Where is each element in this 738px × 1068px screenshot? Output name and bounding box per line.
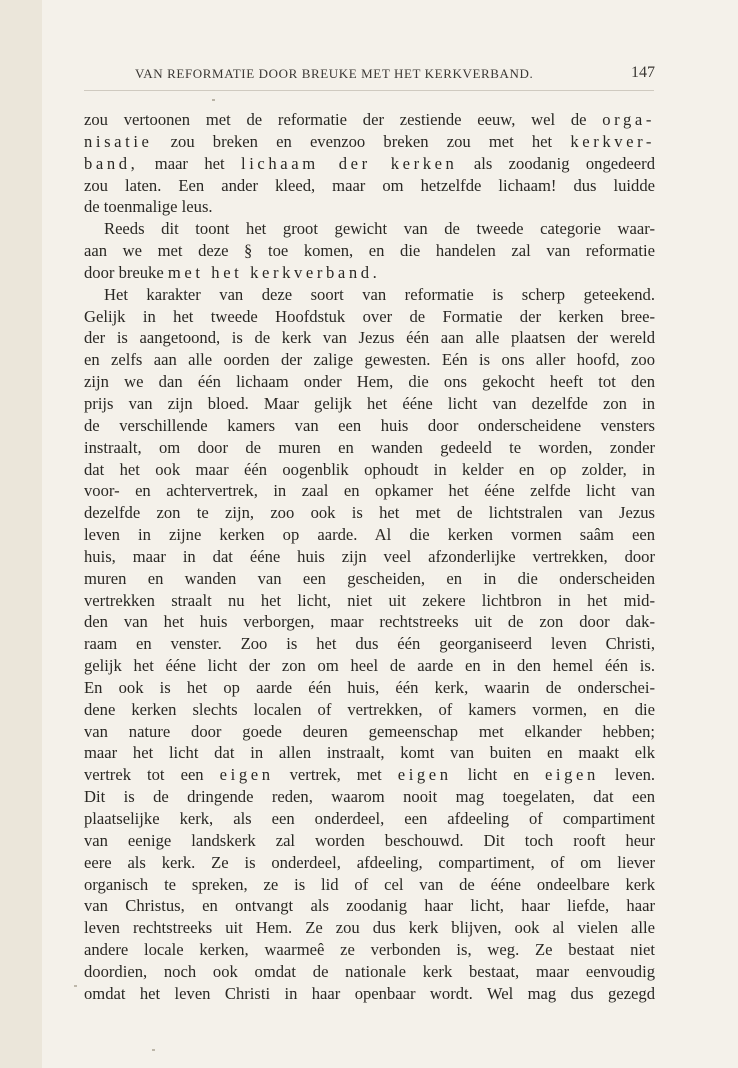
text-line: nisatie zou breken en evenzoo breken zou met het kerkver- <box>84 131 655 151</box>
text-line: en zelfs aan alle oorden der zalige gewesten. Eén is ons aller hoofd, zoo <box>84 350 655 370</box>
page-number: 147 <box>631 64 655 81</box>
text-line: huis, maar in dat ééne huis zijn veel afzonderlijke vertrekken, door <box>84 546 655 566</box>
text-line: Reeds dit toont het groot gewicht van de tweede categorie waar- <box>104 219 655 239</box>
text-line: aan we met deze § toe komen, en die handelen zal van reformatie <box>84 241 655 261</box>
text-line: van nature door goede deuren gemeenschap met elkander hebben; <box>84 721 655 741</box>
text-line: leven rechtstreeks uit Hem. Ze zou dus kerk blijven, ook al vielen alle <box>84 918 655 938</box>
text-line: instraalt, om door de muren en wanden gedeeld te worden, zonder <box>84 437 655 457</box>
text-line: gelijk het ééne licht der zon om heel de aarde en in den hemel één is. <box>84 656 655 676</box>
text-line: Gelijk in het tweede Hoofdstuk over de Formatie der kerken bree- <box>84 306 655 326</box>
text-line: dezelfde zon te zijn, zoo ook is het met de lichtstralen van Jezus <box>84 503 655 523</box>
text-line: Dit is de dringende reden, waarom nooit mag toegelaten, dat een <box>84 787 655 807</box>
text-line: dat het ook maar één oogenblik ophoudt in kelder en op zolder, in <box>84 459 655 479</box>
text-line: zou vertoonen met de reformatie der zestiende eeuw, wel de orga- <box>84 110 655 129</box>
text-line: de verschillende kamers van een huis door onderscheidene vensters <box>84 415 655 435</box>
text-line: vertrekken straalt nu het licht, niet uit zekere lichtbron in het mid- <box>84 590 655 610</box>
text-line: leven in zijne kerken op aarde. Al die kerken vormen saâm een <box>84 525 655 545</box>
text-line: plaatselijke kerk, als een onderdeel, een afdeeling of compartiment <box>84 809 655 828</box>
text-line: raam en venster. Zoo is het dus één georganiseerd leven Christi, <box>84 634 655 654</box>
running-header <box>135 66 655 84</box>
text-line: organisch te spreken, ze is lid of cel van de ééne ondeelbare kerk <box>84 874 655 894</box>
print-speck <box>212 99 215 101</box>
text-line: dene kerken slechts localen of vertrekken, of kamers vormen, en die <box>84 699 655 719</box>
text-line: eere als kerk. Ze is onderdeel, afdeeling, compartiment, of om liever <box>84 852 655 872</box>
text-line: andere locale kerken, waarmeê ze verbonden is, weg. Ze bestaat niet <box>84 940 655 960</box>
text-line: der is aangetoond, is de kerk van Jezus één aan alle plaatsen der wereld <box>84 328 655 348</box>
text-line: doordien, noch ook omdat de nationale kerk bestaat, maar eenvoudig <box>84 961 655 981</box>
text-line: voor- en achtervertrek, in zaal en opkamer het ééne zelfde licht van <box>84 481 655 501</box>
body-text <box>84 109 655 1005</box>
text-line: den van het huis verborgen, maar rechtstreeks uit de zon door dak- <box>84 612 655 632</box>
running-title: VAN REFORMATIE DOOR BREUKE MET HET KERKVERBAND. <box>135 66 534 81</box>
text-line: En ook is het op aarde één huis, één kerk, waarin de onderschei- <box>84 677 655 697</box>
text-line: muren en wanden van een gescheiden, en in die onderscheiden <box>84 568 655 588</box>
text-line: maar het licht dat in allen instraalt, komt van buiten en maakt elk <box>84 743 655 763</box>
text-line: Het karakter van deze soort van reformatie is scherp geteekend. <box>104 284 655 304</box>
text-line: van Christus, en ontvangt als zoodanig haar licht, haar liefde, haar <box>84 896 655 916</box>
margin-speck <box>152 1049 155 1051</box>
text-line: zijn we dan één lichaam onder Hem, die ons gekocht heeft tot den <box>84 372 655 392</box>
text-line: band, maar het lichaam der kerken als zoodanig ongedeerd <box>84 153 655 173</box>
margin-speck <box>74 985 77 987</box>
text-line: vertrek tot een eigen vertrek, met eigen licht en eigen leven. <box>84 765 655 785</box>
text-line: door breuke met het kerkverband. <box>84 262 381 282</box>
text-line: van eenige landskerk zal worden beschouwd. Dit toch rooft heur <box>84 830 655 850</box>
text-line: zou laten. Een ander kleed, maar om hetzelfde lichaam! dus luidde <box>84 175 655 195</box>
text-line: omdat het leven Christi in haar openbaar wordt. Wel mag dus gezegd <box>84 983 655 1003</box>
header-rule <box>84 90 654 91</box>
text-line: de toenmalige leus. <box>84 197 213 217</box>
page-gutter <box>0 0 42 1068</box>
text-line: prijs van zijn bloed. Maar gelijk het ééne licht van dezelfde zon in <box>84 393 655 413</box>
